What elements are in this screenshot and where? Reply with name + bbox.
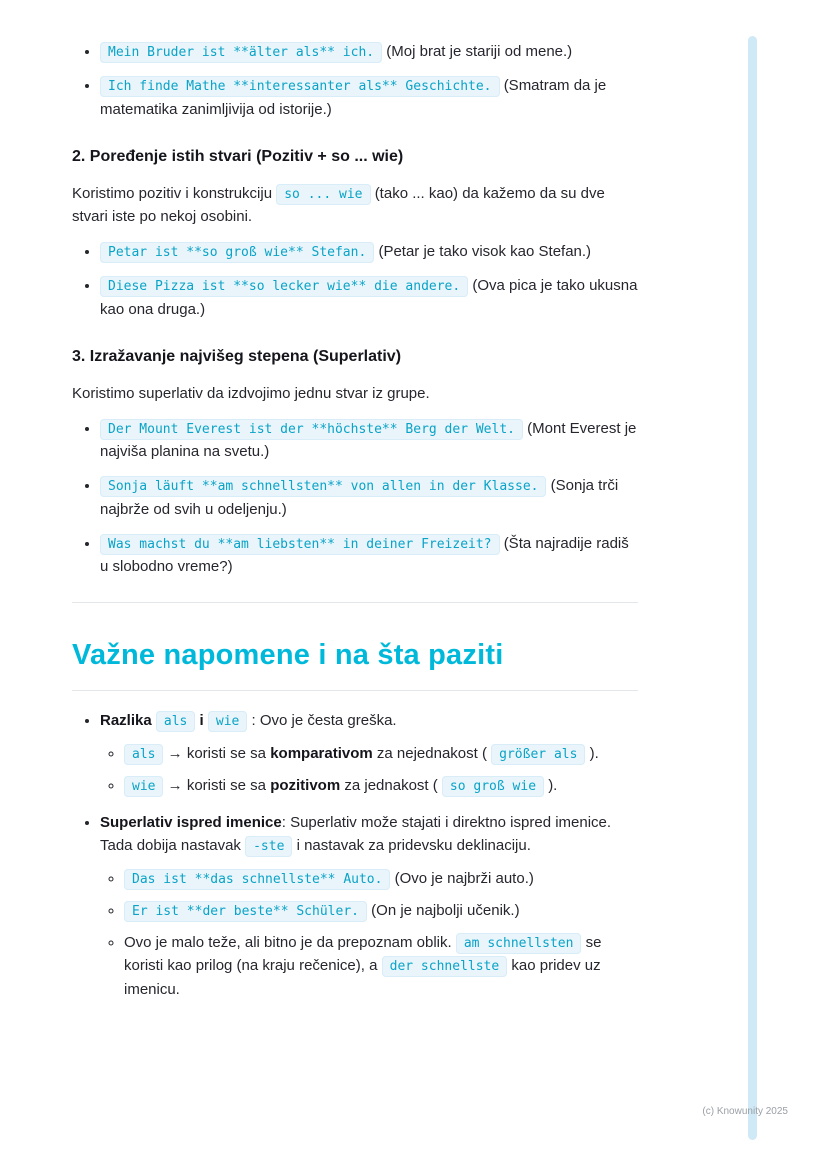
translation-text: (Petar je tako visok kao Stefan.) [378, 243, 592, 261]
superlative-examples-list [72, 417, 638, 579]
note-sublist [100, 742, 638, 798]
paragraph-text: Koristimo pozitiv i konstrukciju [72, 184, 273, 202]
note-text: : Ovo je česta greška. [251, 712, 397, 730]
german-example-chip: Sonja läuft **am schnellsten** von allen in der Klasse. [100, 476, 546, 497]
inline-code-chip: als [124, 744, 163, 765]
note-sublist [100, 867, 638, 1001]
translation-text: (Sonja trči najbrže od svih u odeljenju.) [100, 477, 619, 518]
section-paragraph [72, 182, 638, 229]
german-example-chip: Mein Bruder ist **älter als** ich. [100, 42, 382, 63]
inline-code-chip: als [156, 711, 195, 732]
inline-code-chip: so ... wie [276, 184, 370, 205]
section-heading-superlativ: 3. Izražavanje najvišeg stepena (Superlativ) [72, 347, 402, 365]
translation-text: (Ova pica je tako ukusna kao ona druga.) [100, 277, 638, 318]
list-item [100, 240, 638, 263]
section-divider [72, 602, 638, 603]
note-text: ). [548, 776, 558, 794]
note-razlika [100, 709, 638, 797]
german-example-chip: Was machst du **am liebsten** in deiner Freizeit? [100, 534, 500, 555]
translation-text: (Mont Everest je najviša planina na svetu.) [100, 419, 637, 461]
right-accent-bar [748, 36, 757, 1140]
sub-note-item [124, 931, 638, 1001]
translation-text: (Ovo je najbrži auto.) [394, 869, 534, 887]
note-bold-text: Superlativ ispred imenice [100, 814, 282, 832]
translation-text: (Moj brat je stariji od mene.) [386, 43, 573, 60]
inline-code-chip: größer als [491, 744, 585, 765]
inline-code-chip: wie [124, 776, 163, 797]
positive-examples-list [72, 240, 638, 321]
sub-note-item [124, 742, 638, 765]
inline-code-chip: -ste [245, 836, 292, 857]
list-item [100, 40, 638, 63]
section-heading-pozitiv: 2. Poređenje istih stvari (Pozitiv + so ... wie) [72, 147, 404, 165]
german-example-chip: Er ist **der beste** Schüler. [124, 901, 367, 922]
note-bold-text: pozitivom [270, 776, 341, 794]
list-item [100, 474, 638, 521]
document-content [72, 28, 638, 1015]
paragraph-text: (tako ... kao) da kažemo da su dve stvari iste po nekoj osobini. [72, 184, 605, 225]
german-example-chip: Der Mount Everest ist der **höchste** Berg der Welt. [100, 419, 523, 440]
german-example-chip: Diese Pizza ist **so lecker wie** die andere. [100, 276, 468, 297]
heading-underline [72, 690, 638, 691]
comparative-examples-list [72, 40, 638, 121]
note-text: : Superlativ može stajati i direktno ispred imenice. Tada dobija nastavak [100, 814, 612, 855]
notes-heading: Važne napomene i na šta paziti [72, 639, 504, 672]
note-text: → koristi se sa [167, 776, 267, 794]
german-example-chip: Ich finde Mathe **interessanter als** Geschichte. [100, 76, 500, 97]
german-example-chip: Petar ist **so groß wie** Stefan. [100, 242, 374, 263]
inline-code-chip: der schnellste [382, 956, 508, 977]
note-bold-text: i [199, 712, 204, 730]
sub-note-item [124, 774, 638, 797]
list-item [100, 74, 638, 121]
note-text: ). [589, 744, 599, 762]
translation-text: (On je najbolji učenik.) [371, 901, 520, 919]
translation-text: (Smatram da je matematika zanimljivija od istorije.) [100, 77, 607, 118]
note-text: Ovo je malo teže, ali bitno je da prepoznam oblik. [124, 934, 452, 952]
note-text: se koristi kao prilog (na kraju rečenice), a [124, 934, 602, 975]
inline-code-chip: wie [208, 711, 247, 732]
note-bold-text: Razlika [100, 712, 152, 730]
note-text: kao pridev uz imenicu. [124, 957, 601, 998]
list-item [100, 417, 638, 464]
inline-code-chip: am schnellsten [456, 933, 582, 954]
note-superlativ [100, 811, 638, 1001]
translation-text: (Šta najradije radiš u slobodno vreme?) [100, 534, 629, 576]
sub-note-item [124, 867, 638, 890]
copyright-footer: (c) Knowunity 2025 [702, 1105, 788, 1117]
list-item [100, 532, 638, 579]
notes-list [72, 709, 638, 1001]
inline-code-chip: so groß wie [442, 776, 544, 797]
note-text: → koristi se sa [167, 744, 267, 762]
list-item [100, 274, 638, 321]
note-bold-text: komparativom [270, 744, 373, 762]
german-example-chip: Das ist **das schnellste** Auto. [124, 869, 390, 890]
note-text: za nejednakost ( [376, 744, 487, 762]
note-text: i nastavak za pridevsku deklinaciju. [296, 837, 531, 855]
sub-note-item [124, 899, 638, 922]
note-text: za jednakost ( [344, 776, 438, 794]
section-paragraph: Koristimo superlativ da izdvojimo jednu stvar iz grupe. [72, 384, 430, 402]
